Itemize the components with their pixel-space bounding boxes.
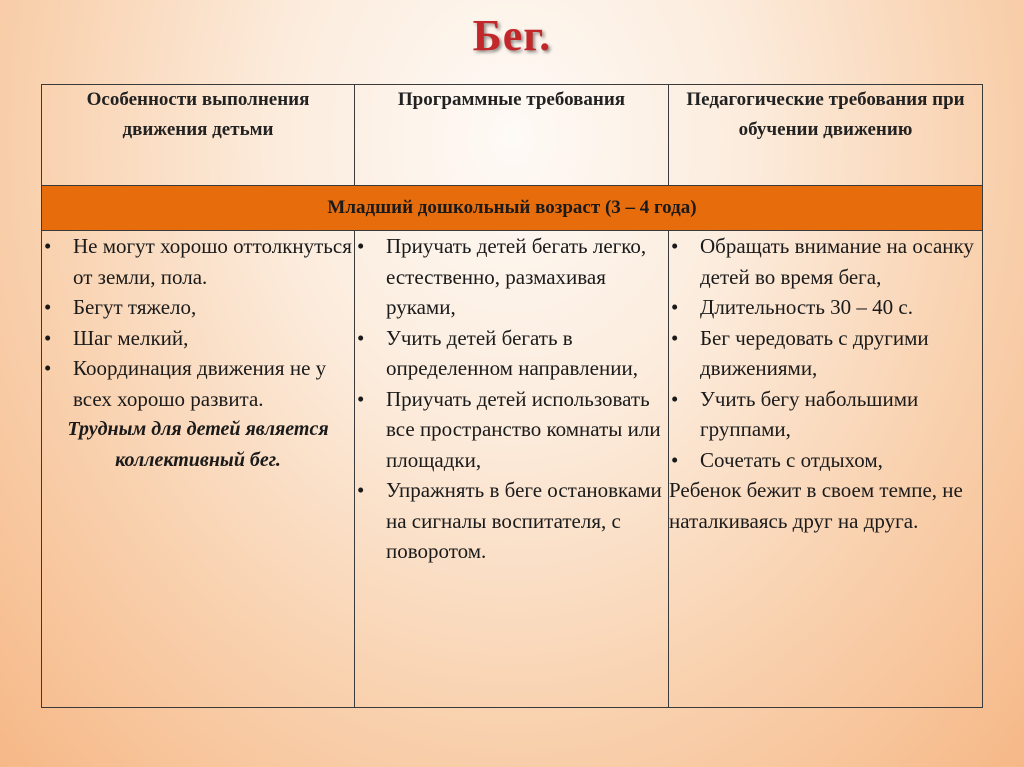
age-group-row — [42, 186, 983, 231]
list-item: • Не могут хорошо оттолкнуться от земли, пола. — [42, 231, 354, 292]
list-item: • Бег чередовать с другими движениями, — [669, 323, 982, 384]
list-item: • Обращать внимание на осанку детей во время бега, — [669, 231, 982, 292]
program-cell — [355, 231, 669, 708]
list-item: • Бегут тяжело, — [42, 292, 354, 323]
running-requirements-table — [41, 84, 983, 708]
list-item: • Приучать детей использовать все пространство комнаты или площадки, — [355, 384, 668, 476]
content-row — [42, 231, 983, 708]
pace-note: Ребенок бежит в своем темпе, не наталкиваясь друг на друга. — [669, 478, 963, 533]
list-item: • Шаг мелкий, — [42, 323, 354, 354]
pedagogical-list — [669, 231, 982, 475]
list-item: • Учить детей бегать в определенном направлении, — [355, 323, 668, 384]
features-cell — [42, 231, 355, 708]
age-group-label: Младший дошкольный возраст (3 – 4 года) — [42, 186, 983, 231]
program-list — [355, 231, 668, 567]
list-item: • Координация движения не у всех хорошо развита. — [42, 353, 354, 414]
features-list — [42, 231, 354, 414]
header-cell-program: Программные требования — [355, 85, 669, 186]
list-item: • Сочетать с отдыхом, — [669, 445, 982, 476]
header-cell-pedagogical: Педагогические требования при обучении движению — [669, 85, 983, 186]
collective-run-note: Трудным для детей является коллективный бег. — [67, 418, 329, 471]
list-item: • Упражнять в беге остановками на сигналы воспитателя, с поворотом. — [355, 475, 668, 567]
list-item: • Длительность 30 – 40 с. — [669, 292, 982, 323]
slide-title: Бег. — [472, 11, 552, 60]
pedagogical-cell — [669, 231, 983, 708]
list-item: • Учить бегу набольшими группами, — [669, 384, 982, 445]
header-cell-features: Особенности выполнения движения детьми — [42, 85, 355, 186]
header-row — [42, 85, 983, 186]
list-item: • Приучать детей бегать легко, естественно, размахивая руками, — [355, 231, 668, 323]
